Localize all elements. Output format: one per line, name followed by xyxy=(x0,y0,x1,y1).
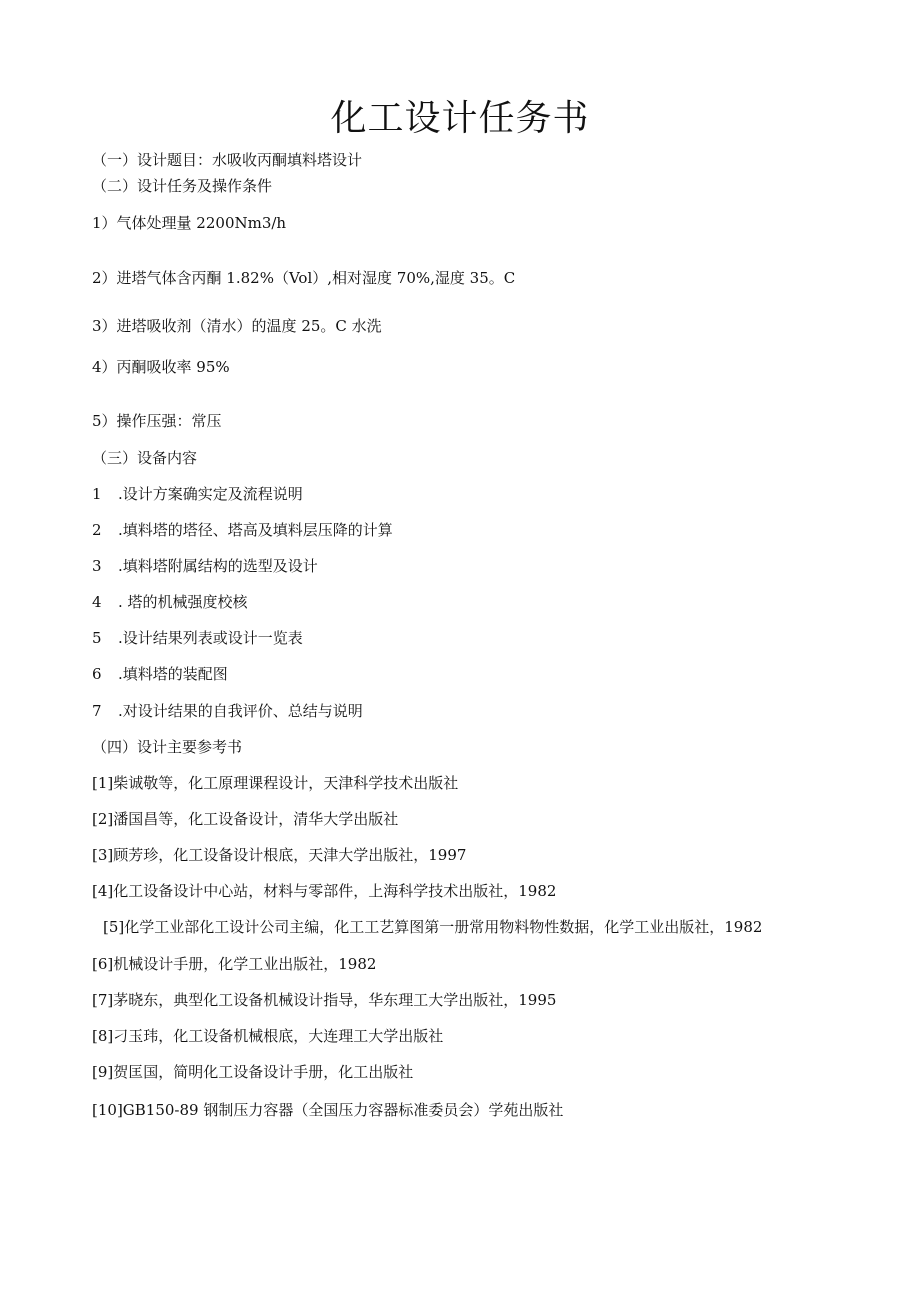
content-item xyxy=(92,628,303,648)
reference-item: [10]GB150-89 钢制压力容器（全国压力容器标准委员会）学苑出版社 xyxy=(92,1101,564,1119)
content-item-number: 4 xyxy=(92,593,102,611)
content-item-text: .填料塔的塔径、塔高及填料层压降的计算 xyxy=(118,521,393,539)
content-item-number: 2 xyxy=(92,521,102,539)
content-item-text: .填料塔附属结构的选型及设计 xyxy=(118,557,318,575)
content-item xyxy=(92,520,393,540)
condition-item: 1）气体处理量 2200Nm3/h xyxy=(92,214,287,232)
content-item xyxy=(92,592,248,612)
condition-item: 2）进塔气体含丙酮 1.82%（Vol）,相对湿度 70%,湿度 35。C xyxy=(92,269,516,287)
content-item-number: 5 xyxy=(92,629,102,647)
reference-item: [5]化学工业部化工设计公司主编，化工工艺算图第一册常用物料物性数据，化学工业出版社，1982 xyxy=(103,918,763,936)
condition-item: 5）操作压强：常压 xyxy=(92,412,222,430)
content-item-text: .填料塔的装配图 xyxy=(118,665,228,683)
document-title: 化工设计任务书 xyxy=(330,98,590,139)
reference-item: [6]机械设计手册，化学工业出版社，1982 xyxy=(92,955,377,973)
section-design-task: （二）设计任务及操作条件 xyxy=(92,177,273,195)
reference-item: [3]顾芳珍，化工设备设计根底，天津大学出版社，1997 xyxy=(92,846,467,864)
section-equipment-contents: （三）设备内容 xyxy=(92,449,198,467)
content-item-text: .设计结果列表或设计一览表 xyxy=(118,629,303,647)
content-item-text: . 塔的机械强度校核 xyxy=(118,593,248,611)
reference-item: [8]刁玉玮，化工设备机械根底，大连理工大学出版社 xyxy=(92,1027,444,1045)
reference-item: [2]潘国昌等，化工设备设计，清华大学出版社 xyxy=(92,810,399,828)
content-item xyxy=(92,701,363,721)
content-item-text: .设计方案确实定及流程说明 xyxy=(118,485,303,503)
condition-item: 3）进塔吸收剂（清水）的温度 25。C 水洗 xyxy=(92,317,382,335)
reference-item: [4]化工设备设计中心站，材料与零部件，上海科学技术出版社，1982 xyxy=(92,882,557,900)
content-item-number: 6 xyxy=(92,665,102,683)
content-item-number: 3 xyxy=(92,557,102,575)
condition-item: 4）丙酮吸收率 95% xyxy=(92,358,230,376)
reference-item: [1]柴诚敬等，化工原理课程设计，天津科学技术出版社 xyxy=(92,774,459,792)
content-item xyxy=(92,484,303,504)
reference-item: [9]贺匡国，简明化工设备设计手册，化工出版社 xyxy=(92,1063,414,1081)
section-design-topic: （一）设计题目：水吸收丙酮填料塔设计 xyxy=(92,151,363,169)
content-item-number: 1 xyxy=(92,485,102,503)
reference-item: [7]茅晓东，典型化工设备机械设计指导，华东理工大学出版社，1995 xyxy=(92,991,557,1009)
section-references: （四）设计主要参考书 xyxy=(92,738,243,756)
content-item-text: .对设计结果的自我评价、总结与说明 xyxy=(118,702,363,720)
content-item xyxy=(92,664,228,684)
content-item xyxy=(92,556,318,576)
content-item-number: 7 xyxy=(92,702,102,720)
